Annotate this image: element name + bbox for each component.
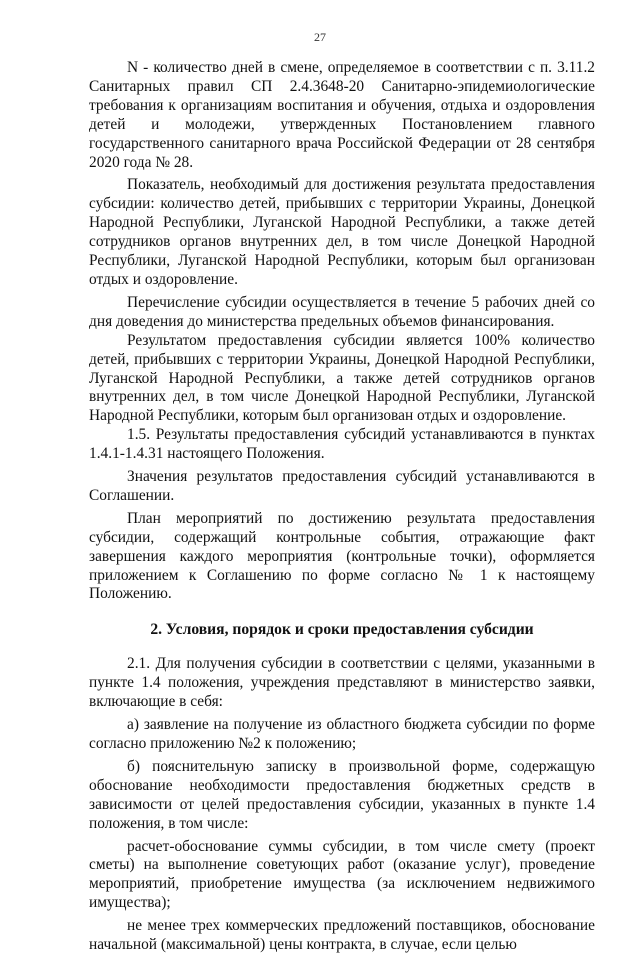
- page-number: 27: [314, 30, 326, 44]
- paragraph-offers: не менее трех коммерческих предложений поставщиков, обоснование начальной (максимальной) цены контракта, в случае, если целью: [89, 917, 595, 954]
- paragraph-result: Результатом предоставления субсидии является 100% количество детей, прибывших с территории Украины, Донецкой Народной Республики, Луганской Народной Республики, а также детей сотрудников органов внутренних дел, в том числе Донецкой Народной Республики, Луганской Народной Республики, которым был организован отдых и оздоровление.: [89, 331, 595, 425]
- paragraph-item-a: а) заявление на получение из областного бюджета субсидии по форме согласно приложению №2 к положению;: [89, 716, 595, 752]
- paragraph-plan: План мероприятий по достижению результата предоставления субсидии, содержащий контрольные события, отражающие факт завершения каждого мероприятия (контрольные точки), оформляется приложением к Соглашению по форме согласно № 1 к настоящему Положению.: [89, 509, 595, 603]
- paragraph-n-definition: N - количество дней в смене, определяемое в соответствии с п. 3.11.2 Санитарных правил СП 2.4.3648-20 Санитарно-эпидемиологические требования к организациям воспитания и обучения, отдыха и оздоровления детей и молодежи, утвержденных Постановлением главного государственного санитарного врача Российской Федерации от 28 сентября 2020 года № 28.: [89, 59, 595, 171]
- document-body: [89, 59, 595, 955]
- paragraph-transfer: Перечисление субсидии осуществляется в течение 5 рабочих дней со дня доведения до министерства предельных объемов финансирования.: [89, 293, 595, 330]
- paragraph-1-5: 1.5. Результаты предоставления субсидий устанавливаются в пунктах 1.4.1-1.4.31 настоящего Положения.: [89, 426, 595, 463]
- paragraph-calculation: расчет-обоснование суммы субсидии, в том числе смету (проект сметы) на выполнение советующих работ (оказание услуг), проведение мероприятий, приобретение имущества (за исключением недвижимого имущества);: [89, 837, 595, 912]
- section-heading: 2. Условия, порядок и сроки предоставления субсидии: [150, 621, 534, 639]
- paragraph-2-1: 2.1. Для получения субсидии в соответствии с целями, указанными в пункте 1.4 положения, учреждения представляют в министерство заявки, включающие в себя:: [89, 655, 595, 711]
- paragraph-item-b: б) пояснительную записку в произвольной форме, содержащую обоснование необходимости предоставления бюджетных средств в зависимости от целей предоставления субсидии, указанных в пункте 1.4 положения, в том числе:: [89, 757, 595, 832]
- paragraph-indicator: Показатель, необходимый для достижения результата предоставления субсидии: количество детей, прибывших с территории Украины, Донецкой Народной Республики, Луганской Народной Республики, а также детей сотрудников органов внутренних дел, в том числе Донецкой Народной Республики, Луганской Народной Республики, которым был организован отдых и оздоровление.: [89, 176, 595, 288]
- paragraph-values: Значения результатов предоставления субсидий устанавливаются в Соглашении.: [89, 468, 595, 504]
